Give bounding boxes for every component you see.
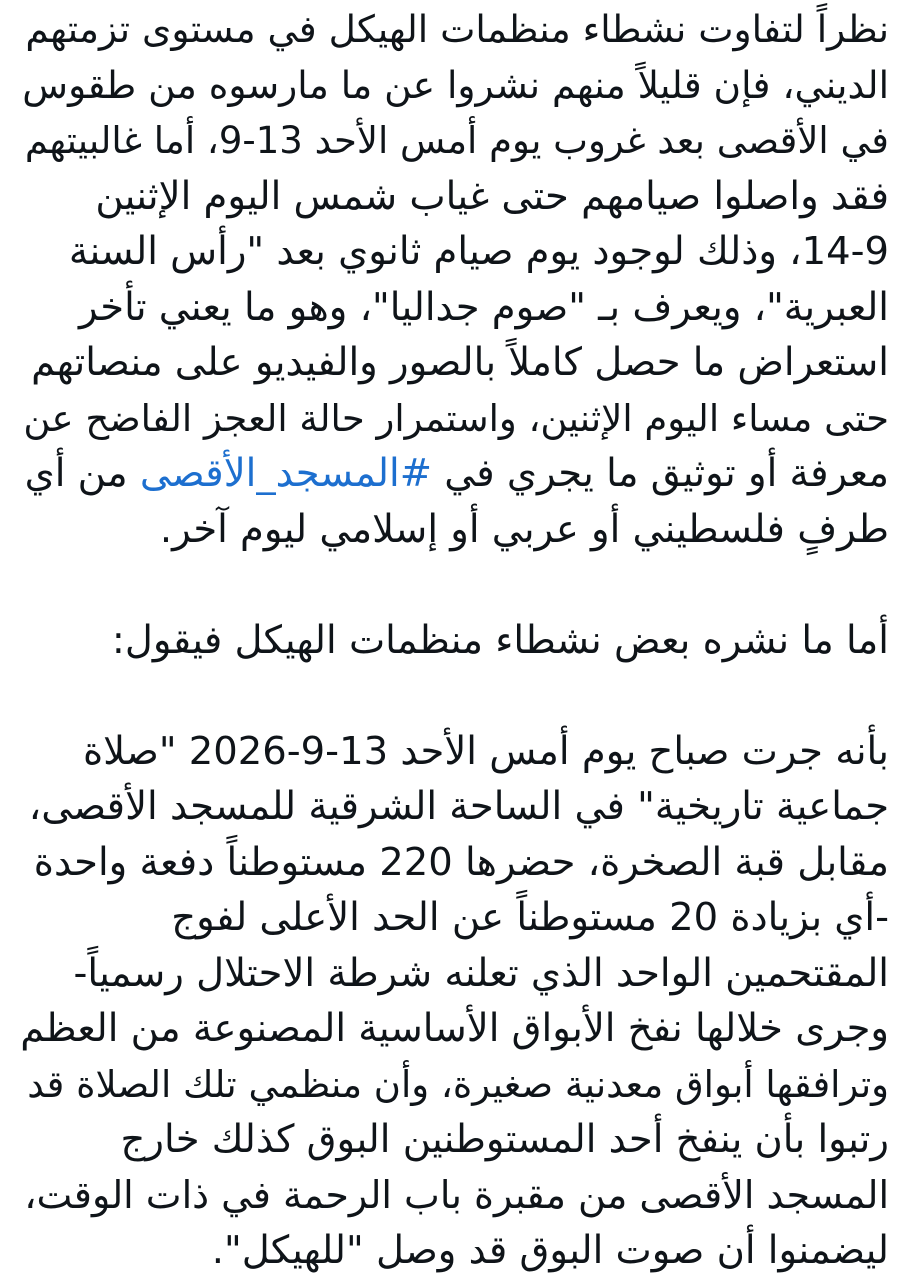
text-line: رتبوا بأن ينفخ أحد المستوطنين البوق كذلك خارج — [120, 1117, 889, 1162]
hashtag-link[interactable]: #المسجد_الأقصى — [139, 451, 432, 496]
text-line: المسجد الأقصى من مقبرة باب الرحمة في ذات الوقت، — [24, 1172, 889, 1217]
text-line: العبرية"، ويعرف بـ "صوم جداليا"، وهو ما يعني تأخر — [79, 284, 889, 330]
text-line: فقد واصلوا صيامهم حتى غياب شمس اليوم الإثنين — [95, 173, 889, 219]
text-line: نظراً لتفاوت نشطاء منظمات الهيكل في مستوى تزمتهم — [25, 7, 889, 51]
text-line: الديني، فإن قليلاً منهم نشروا عن ما مارسوه من طقوس — [22, 62, 889, 107]
text-line: في الأقصى بعد غروب يوم أمس الأحد 13-9، أما غالبيتهم — [24, 119, 889, 162]
text-line: مقابل قبة الصخرة، حضرها 220 مستوطناً دفعة واحدة — [33, 839, 889, 885]
text-line: استعراض ما حصل كاملاً بالصور والفيديو على منصاتهم — [31, 340, 889, 385]
paragraph-details — [18, 724, 889, 1279]
text-line: 14-9، وذلك لوجود يوم صيام ثانوي بعد "رأس السنة — [68, 229, 889, 274]
text-line: وترافقها أبواق معدنية صغيرة، وأن منظمي تلك الصلاة قد — [27, 1062, 889, 1106]
text-line: طرفٍ فلسطيني أو عربي أو إسلامي ليوم آخر. — [159, 506, 889, 552]
text-line: جماعية تاريخية" في الساحة الشرقية للمسجد الأقصى، — [28, 784, 889, 829]
paragraph-intro — [18, 2, 889, 557]
text-line: -أي بزيادة 20 مستوطناً عن الحد الأعلى لفوج — [171, 895, 889, 940]
paragraph-lead-in — [18, 613, 889, 669]
text-line: ليضمنوا أن صوت البوق قد وصل "للهيكل". — [211, 1228, 889, 1273]
text-line: حتى مساء اليوم الإثنين، واستمرار حالة العجز الفاضح عن — [23, 396, 889, 440]
paragraph-gap — [18, 557, 889, 613]
text-fragment: معرفة أو توثيق ما يجري في — [431, 451, 889, 496]
hashtag-line — [18, 446, 889, 502]
paragraph-gap — [18, 668, 889, 724]
text-line: أما ما نشره بعض نشطاء منظمات الهيكل فيقول: — [111, 617, 889, 663]
text-line: وجرى خلالها نفخ الأبواق الأساسية المصنوعة من العظم — [20, 1006, 889, 1051]
text-line: المقتحمين الواحد الذي تعلنه شرطة الاحتلال رسمياً- — [73, 950, 889, 996]
text-fragment: من أي — [24, 451, 140, 496]
text-line: بأنه جرت صباح يوم أمس الأحد 13-9-2026 "صلاة — [83, 728, 889, 774]
